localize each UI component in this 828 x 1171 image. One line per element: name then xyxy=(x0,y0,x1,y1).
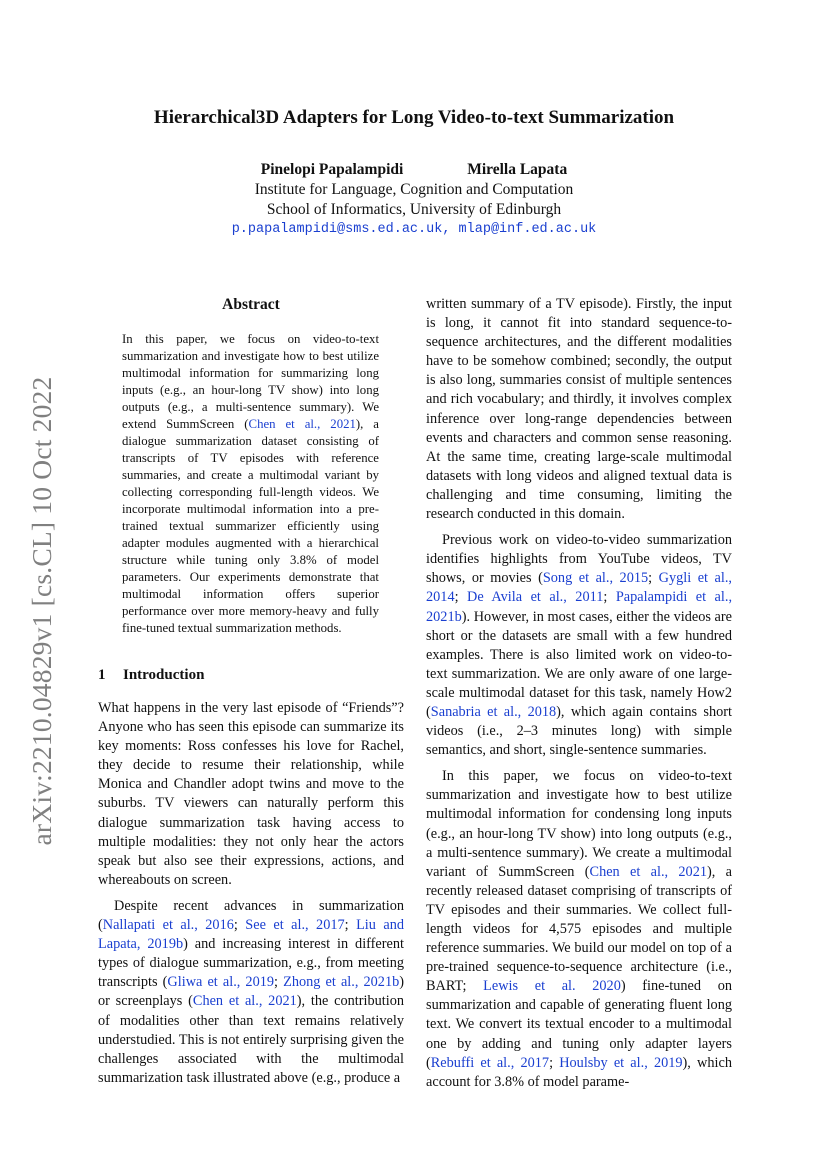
abstract-text: In this paper, we focus on video-to-text summarization and investigate how to best utilize multimodal information for summarizing long inputs (e.g., an hour-long TV show) into long outputs (e.g., a multi-sentence summary). We extend SummScreen ( xyxy=(122,332,379,431)
citation-link[interactable]: Rebuffi et al., 2017 xyxy=(430,1054,550,1071)
citation-link[interactable]: Chen et al., 2021 xyxy=(589,863,708,880)
citation-link[interactable]: Sanabria et al., 2018 xyxy=(430,703,557,720)
paragraph-text: ), a recently released dataset comprising of transcripts of TV episodes and their summaries. We collect full-length videos for 4,575 episodes and multiple reference summaries. We build our model on top of a pre-trained sequence-to-sequence architecture (i.e., BART; xyxy=(426,863,733,995)
abstract-text: ), a dialogue summarization dataset consisting of transcripts of TV episodes with reference summaries, and create a multimodal variant by collecting corresponding full-length videos. We incorporate multimodal information into a pre-trained textual summarizer efficiently using adapter modules augmented with a hierarchical structure while tuning only 3.8% of model parameters. Our experiments demonstrate that multimodal information offers superior performance over more memory-heavy and fully fine-tuned textual summarization methods. xyxy=(122,417,379,635)
paragraph-text: ), which again contains short videos (i.e., 2–3 minutes long) with simple semantics, and short, single-sentence summaries. xyxy=(426,703,732,759)
arxiv-stamp xyxy=(22,366,62,856)
section-heading xyxy=(98,667,204,684)
email-link[interactable]: mlap@inf.ed.ac.uk xyxy=(458,222,597,237)
paragraph-text: Previous work on video-to-video summarization identifies highlights from YouTube videos, TV shows, or movies ( xyxy=(426,532,732,587)
email-link[interactable]: p.papalampidi@sms.ed.ac.uk xyxy=(231,222,443,237)
paragraph-text: In this paper, we focus on video-to-text summarization and investigate how to best utilize multimodal information for condensing long inputs (e.g., an hour-long TV show) into long outputs (e.g., a multi-sentence summary). We create a multimodal variant of SummScreen ( xyxy=(426,768,732,880)
paragraph-text: ; xyxy=(233,917,246,934)
paragraph-text: ; xyxy=(648,570,659,587)
author-name: Pinelopi Papalampidi xyxy=(260,161,404,178)
paragraph: written summary of a TV episode). Firstly, the input is long, it cannot fit into standard sequence-to-sequence architectures, and the different modalities have to be somehow combined; secondly, the output is also long, summaries consist of multiple sentences and rich vocabulary; and thirdly, it involves complex inference over long-range dependencies between events and characters and common sense reasoning. At the same time, creating large-scale multimodal datasets with long videos and aligned textual data is challenging and time consuming, limiting the research conducted in this domain. xyxy=(426,296,732,523)
paragraph-text: ), which account for 3.8% of model parame- xyxy=(426,1054,732,1090)
paragraph-text: ; xyxy=(454,589,468,606)
section-number: 1 xyxy=(98,667,106,683)
citation-link[interactable]: See et al., 2017 xyxy=(245,917,345,934)
paragraph: What happens in the very last episode of “Friends”? Anyone who has seen this episode can summarize its key moments: Ross confesses his love for Rachel, they decide to resume their relationship, while Monica and Chandler adopt twins and move to the suburbs. TV viewers can naturally perform this dialogue summarization task having access to multiple modalities: they not only hear the actors speak but also see their expressions, actions, and whereabouts on screen. xyxy=(98,700,404,888)
paragraph xyxy=(426,767,732,1092)
intro-column xyxy=(98,699,404,1088)
affiliation-line: School of Informatics, University of Edinburgh xyxy=(266,201,562,218)
email-separator: , xyxy=(442,222,459,237)
paragraph-text: ; xyxy=(344,917,357,934)
paragraph-text: ; xyxy=(274,974,284,991)
affiliation-line: Institute for Language, Cognition and Computation xyxy=(254,181,574,198)
citation-link[interactable]: Chen et al., 2021 xyxy=(192,993,297,1010)
citation-link[interactable]: Gliwa et al., 2019 xyxy=(167,974,275,991)
paragraph-text: ), the contribution of modalities other than text remains relatively understudied. This is not entirely surprising given the challenges associated with the multimodal summarization task illustrated above (e.g., produce a xyxy=(98,993,405,1086)
citation-link[interactable]: Nallapati et al., 2016 xyxy=(102,917,234,934)
paragraph-text: Despite recent advances in summarization ( xyxy=(98,897,404,934)
author-name: Mirella Lapata xyxy=(467,161,568,178)
author-names xyxy=(0,160,828,180)
citation-link[interactable]: De Avila et al., 2011 xyxy=(467,589,604,606)
citation-link[interactable]: Papalampidi et al., 2021b xyxy=(426,589,733,625)
paragraph-text: ; xyxy=(549,1054,560,1071)
paragraph-text: ). However, in most cases, either the videos are short or the datasets are small with a few hundred examples. There is also limited work on video-to-text summarization. We are only aware of one large-scale multimodal dataset for this task, namely How2 ( xyxy=(426,608,732,720)
arxiv-stamp-text: arXiv:2210.04829v1 [cs.CL] 10 Oct 2022 xyxy=(26,376,57,846)
abstract-body xyxy=(122,331,379,637)
paragraph-text: ) and increasing interest in different types of dialogue summarization, e.g., from meeting transcripts ( xyxy=(98,936,405,991)
email-line xyxy=(0,220,828,240)
citation-link[interactable]: Gygli et al., 2014 xyxy=(426,570,732,606)
abstract-heading: Abstract xyxy=(222,296,280,313)
paragraph xyxy=(98,897,404,1088)
citation-link[interactable]: Liu and Lapata, 2019b xyxy=(98,917,405,953)
paragraph-text: ) fine-tuned on summarization and capable of generating fluent long text. We convert its textual encoder to a multimodal one by adding and tuning only adapter layers ( xyxy=(426,978,732,1071)
citation-link[interactable]: Song et al., 2015 xyxy=(542,570,649,587)
right-column xyxy=(426,295,732,1092)
section-title: Introduction xyxy=(123,667,205,683)
paper-title: Hierarchical3D Adapters for Long Video-to-text Summarization xyxy=(153,107,675,128)
citation-link[interactable]: Zhong et al., 2021b xyxy=(283,974,400,991)
citation-link[interactable]: Chen et al., 2021 xyxy=(248,417,356,431)
paragraph-text: ; xyxy=(603,589,616,606)
paragraph-text: ) or screenplays ( xyxy=(98,974,405,1010)
citation-link[interactable]: Houlsby et al., 2019 xyxy=(559,1054,683,1071)
citation-link[interactable]: Lewis et al. 2020 xyxy=(483,978,621,995)
author-block xyxy=(0,160,828,240)
paragraph xyxy=(426,531,732,760)
